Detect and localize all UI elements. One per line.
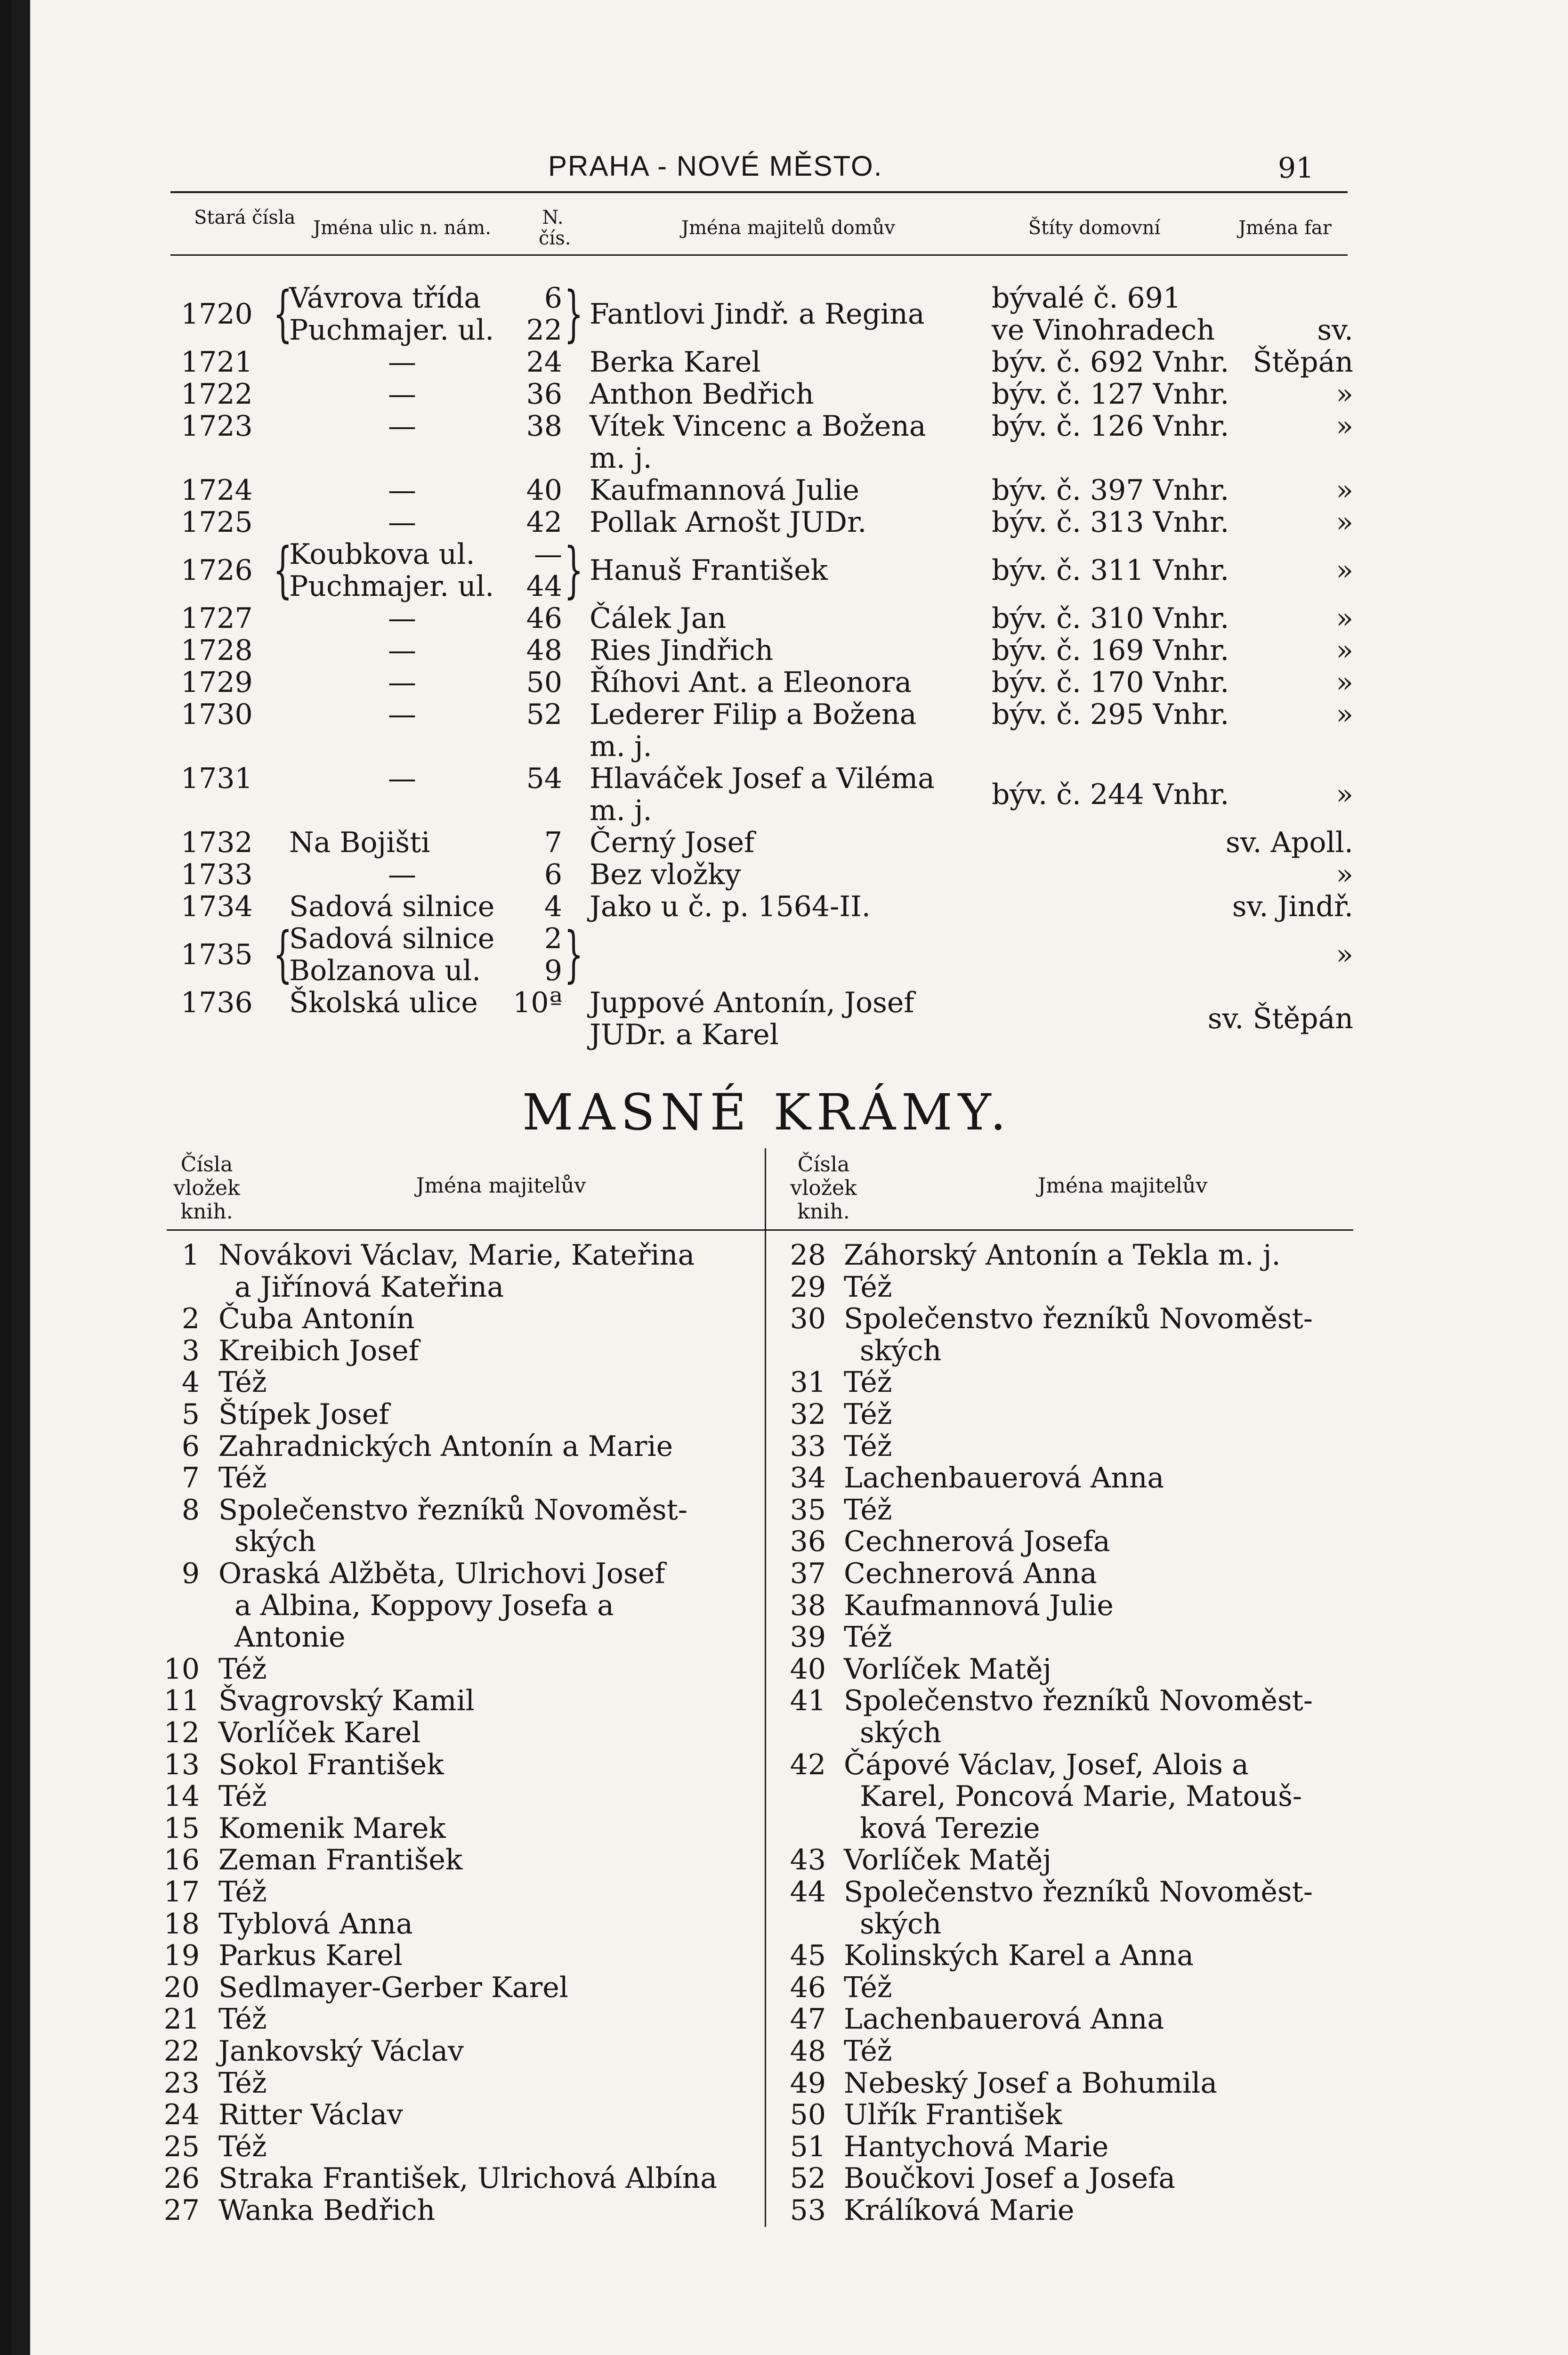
stall-owner: ských [860,1334,942,1367]
house-sign: býv. č. 126 Vnhr. [992,410,1229,443]
house-street: — [388,858,416,891]
house-sign: bývalé č. 691 [992,282,1181,315]
house-old-number: 1727 [181,602,253,635]
house-new-number: 44 [526,570,562,603]
house-old-number: 1729 [181,666,253,699]
house-street: — [388,762,416,795]
stall-owner: Tyblová Anna [218,1907,413,1941]
house-new-number: 42 [526,506,562,539]
stalls-owners-header-left: Jména majitelův [416,1174,586,1198]
stall-owner: Jankovský Václav [218,2035,464,2068]
stall-owner: Též [844,1429,892,1463]
stall-owner: Též [218,2003,267,2036]
stall-owner: Též [844,2035,892,2068]
house-owner: Černý Josef [590,826,755,859]
house-owner: JUDr. a Karel [590,1018,779,1051]
house-owner: Ries Jindřich [590,634,774,667]
stall-number: 28 [790,1239,826,1272]
house-street: — [388,474,416,507]
stall-owner: ských [234,1525,316,1559]
stall-owner: Wanka Bedřich [218,2194,436,2227]
stalls-header-rule [167,1229,1353,1231]
stall-owner: Též [218,1366,267,1399]
house-street: Sadová silnice [289,890,495,923]
street-brace: { [273,280,292,349]
house-street: — [388,506,416,539]
stall-owner: Zeman František [218,1843,463,1877]
stall-number: 16 [163,1843,200,1877]
house-street: Na Bojišti [289,826,430,859]
house-street: Sadová silnice [289,922,495,955]
house-new-number: 50 [526,666,562,699]
house-owner: Pollak Arnošt JUDr. [590,506,867,539]
house-new-number: — [534,538,562,571]
street-brace: { [273,536,292,606]
stall-number: 45 [790,1939,826,1973]
stall-owner: a Albina, Koppovy Josefa a [234,1589,614,1622]
house-parish: » [1336,778,1353,811]
stall-number: 17 [163,1876,200,1908]
col-parish: Jména far [1238,217,1332,239]
house-owner: Čálek Jan [590,602,727,635]
stall-owner: Cechnerová Anna [844,1557,1097,1590]
stalls-header-line: vložek [790,1176,857,1200]
section-title: MASNÉ KRÁMY. [522,1083,1012,1141]
stall-number: 8 [181,1493,200,1527]
stall-owner: Lachenbauerová Anna [844,2003,1164,2036]
house-new-number: 48 [526,634,562,667]
stall-owner: Též [844,1270,892,1304]
house-sign: býv. č. 692 Vnhr. [992,346,1229,379]
house-owner: Hanuš František [590,554,828,587]
house-new-number: 40 [526,474,562,507]
stall-owner: Též [844,1971,892,2004]
stall-number: 5 [181,1398,200,1431]
stall-number: 50 [790,2098,826,2132]
stall-number: 24 [163,2098,200,2132]
house-sign: býv. č. 295 Vnhr. [992,698,1229,731]
stall-owner: Vorlíček Karel [218,1716,421,1749]
stall-number: 38 [790,1589,826,1622]
house-parish: » [1336,858,1353,891]
stall-number: 46 [790,1971,826,2004]
stall-owner: Též [218,1462,267,1495]
stall-number: 7 [181,1462,200,1495]
stall-number: 33 [790,1429,826,1463]
stall-owner: Zahradnických Antonín a Marie [218,1429,673,1463]
house-old-number: 1728 [181,634,253,667]
house-old-number: 1725 [181,506,253,539]
house-owner: Hlaváček Josef a Viléma [590,762,935,795]
house-new-number: 36 [526,378,562,411]
stall-owner: a Jiřínová Kateřina [234,1270,504,1304]
number-brace: } [564,536,583,606]
house-new-number: 10ª [513,986,562,1019]
column-header-rule [170,254,1348,256]
house-new-number: 22 [526,314,562,347]
house-sign: býv. č. 169 Vnhr. [992,634,1229,667]
stall-owner: Sokol František [218,1748,444,1781]
house-street: Puchmajer. ul. [289,570,494,603]
stall-owner: Ulřík František [844,2098,1062,2132]
house-street: — [388,634,416,667]
house-street: Koubkova ul. [289,538,475,571]
stall-owner: Společenstvo řezníků Novoměst- [218,1493,688,1527]
stall-owner: Lachenbauerová Anna [844,1462,1164,1495]
stall-owner: Nebeský Josef a Bohumila [844,2066,1218,2100]
stall-number: 41 [790,1684,826,1718]
number-brace: } [564,280,583,349]
house-owner: Lederer Filip a Božena [590,698,917,731]
col-new-number: N. čís. [539,207,571,249]
stalls-header-line: vložek [173,1176,240,1200]
house-old-number: 1724 [181,474,253,507]
house-parish: » [1336,554,1353,587]
page-edge [11,0,30,2355]
stall-owner: ková Terezie [860,1811,1040,1845]
house-parish: » [1336,938,1353,971]
stalls-header-line: Čísla [797,1153,850,1177]
house-owner: Juppové Antonín, Josef [590,986,914,1019]
house-old-number: 1733 [181,858,253,891]
page-title: PRAHA - NOVÉ MĚSTO. [548,150,883,182]
house-old-number: 1732 [181,826,253,859]
stall-number: 32 [790,1398,826,1431]
house-old-number: 1731 [181,762,253,795]
stall-owner: Švagrovský Kamil [218,1684,475,1718]
stall-number: 25 [163,2130,200,2163]
house-parish: Štěpán [1253,346,1353,379]
house-new-number: 7 [544,826,562,859]
stall-owner: Cechnerová Josefa [844,1525,1110,1559]
stall-number: 52 [790,2162,826,2195]
house-owner: Kaufmannová Julie [590,474,859,507]
stall-owner: Ritter Václav [218,2098,403,2132]
stall-number: 29 [790,1270,826,1304]
house-old-number: 1734 [181,890,253,923]
stall-number: 21 [163,2003,200,2036]
house-owner: m. j. [590,794,652,827]
number-brace: } [564,920,583,990]
stall-owner: Kreibich Josef [218,1334,419,1367]
stall-number: 34 [790,1462,826,1495]
house-parish: » [1336,634,1353,667]
stall-number: 47 [790,2003,826,2036]
stall-owner: Též [844,1398,892,1431]
stall-number: 4 [181,1366,200,1399]
house-owner: m. j. [590,730,652,763]
page-number: 91 [1278,152,1314,185]
stall-number: 31 [790,1366,826,1399]
stall-owner: Též [218,1780,267,1813]
stall-owner: Komenik Marek [218,1811,446,1845]
house-owner: Berka Karel [590,346,761,379]
stall-number: 10 [163,1652,200,1686]
stall-number: 48 [790,2035,826,2068]
house-parish: sv. [1317,314,1353,347]
stall-owner: Vorlíček Matěj [844,1843,1051,1877]
page [11,0,1568,2355]
stall-number: 1 [181,1239,200,1272]
house-new-number: 46 [526,602,562,635]
house-new-number: 6 [544,858,562,891]
stalls-header-line: knih. [797,1200,850,1224]
house-street: Bolzanova ul. [289,954,481,987]
house-old-number: 1736 [181,986,253,1019]
stall-number: 3 [181,1334,200,1367]
stalls-number-header-left [167,1153,247,1224]
house-sign: býv. č. 397 Vnhr. [992,474,1229,507]
stalls-header-line: knih. [180,1200,233,1224]
stall-owner: Záhorský Antonín a Tekla m. j. [844,1239,1281,1272]
stall-number: 13 [163,1748,200,1781]
col-street: Jména ulic n. nám. [313,217,491,239]
house-owner: Vítek Vincenc a Božena [590,410,926,443]
stall-number: 30 [790,1302,826,1336]
stall-owner: Též [218,2130,267,2163]
house-new-number: 4 [544,890,562,923]
house-street: — [388,666,416,699]
stall-number: 27 [163,2194,200,2227]
house-new-number: 2 [544,922,562,955]
house-old-number: 1723 [181,410,253,443]
house-sign: býv. č. 244 Vnhr. [992,778,1229,811]
house-sign: býv. č. 311 Vnhr. [992,554,1229,587]
stall-owner: Kolinských Karel a Anna [844,1939,1194,1973]
stall-number: 37 [790,1557,826,1590]
house-owner: Anthon Bedřich [590,378,814,411]
stall-owner: Též [844,1366,892,1399]
stall-number: 49 [790,2066,826,2100]
house-parish: » [1336,378,1353,411]
stall-owner: Straka František, Ulrichová Albína [218,2162,717,2195]
house-sign: ve Vinohradech [992,314,1215,347]
header-rule [170,191,1348,193]
house-parish: » [1336,698,1353,731]
col-old-number: Stará čísla [194,207,296,228]
house-sign: býv. č. 170 Vnhr. [992,666,1229,699]
stall-number: 39 [790,1621,826,1654]
house-new-number: 38 [526,410,562,443]
stall-owner: Oraská Alžběta, Ulrichovi Josef [218,1557,665,1590]
stall-number: 12 [163,1716,200,1749]
house-owner: Bez vložky [590,858,741,891]
house-parish: » [1336,602,1353,635]
stall-owner: ských [860,1907,942,1941]
stall-number: 14 [163,1780,200,1813]
stall-owner: Karel, Poncová Marie, Matouš- [860,1780,1302,1813]
house-old-number: 1735 [181,938,253,971]
house-street: Vávrova třída [289,282,481,315]
stall-number: 44 [790,1876,826,1908]
house-parish: » [1336,474,1353,507]
house-parish: » [1336,506,1353,539]
stall-owner: Sedlmayer-Gerber Karel [218,1971,568,2004]
stall-owner: Též [844,1493,892,1527]
stall-owner: Parkus Karel [218,1939,403,1973]
stall-number: 6 [181,1429,200,1463]
house-street: Školská ulice [289,986,478,1019]
stall-owner: Společenstvo řezníků Novoměst- [844,1684,1313,1718]
house-old-number: 1726 [181,554,253,587]
stall-number: 40 [790,1652,826,1686]
stall-number: 20 [163,1971,200,2004]
house-old-number: 1722 [181,378,253,411]
stall-owner: Boučkovi Josef a Josefa [844,2162,1176,2195]
house-parish: » [1336,666,1353,699]
stall-number: 53 [790,2194,826,2227]
stall-owner: ských [860,1716,942,1749]
stall-owner: Vorlíček Matěj [844,1652,1051,1686]
house-sign: býv. č. 313 Vnhr. [992,506,1229,539]
stall-number: 2 [181,1302,200,1336]
stall-number: 43 [790,1843,826,1877]
stall-number: 42 [790,1748,826,1781]
stalls-owners-header-right: Jména majitelův [1037,1174,1208,1198]
stall-number: 18 [163,1907,200,1941]
house-parish: sv. Jindř. [1232,890,1353,923]
house-new-number: 9 [544,954,562,987]
stall-number: 11 [163,1684,200,1718]
house-street: — [388,410,416,443]
street-brace: { [273,920,292,990]
house-old-number: 1721 [181,346,253,379]
house-owner: Jako u č. p. 1564-II. [590,890,871,923]
house-street: Puchmajer. ul. [289,314,494,347]
stall-owner: Též [844,1621,892,1654]
house-owner: Říhovi Ant. a Eleonora [590,666,912,699]
stall-owner: Též [218,1652,267,1686]
stall-number: 15 [163,1811,200,1845]
stall-number: 22 [163,2035,200,2068]
house-street: — [388,602,416,635]
house-old-number: 1720 [181,298,253,331]
stall-owner: Antonie [234,1621,346,1654]
stall-number: 36 [790,1525,826,1559]
stalls-number-header-right [784,1153,864,1224]
house-new-number: 54 [526,762,562,795]
stall-owner: Hantychová Marie [844,2130,1109,2163]
house-sign: býv. č. 310 Vnhr. [992,602,1229,635]
house-sign: býv. č. 127 Vnhr. [992,378,1229,411]
house-street: — [388,378,416,411]
house-parish: sv. Apoll. [1225,826,1353,859]
stall-owner: Novákovi Václav, Marie, Kateřina [218,1239,695,1272]
stall-owner: Čuba Antonín [218,1302,415,1336]
house-parish: sv. Štěpán [1207,1002,1353,1035]
house-owner: Fantlovi Jindř. a Regina [590,298,925,331]
stall-owner: Též [218,2066,267,2100]
stall-owner: Společenstvo řezníků Novoměst- [844,1876,1313,1908]
col-signs: Štíty domovní [1028,217,1161,239]
house-owner: m. j. [590,442,652,475]
stall-owner: Též [218,1876,267,1908]
house-old-number: 1730 [181,698,253,731]
house-new-number: 6 [544,282,562,315]
house-new-number: 24 [526,346,562,379]
stall-number: 26 [163,2162,200,2195]
stalls-header-line: Čísla [180,1153,233,1177]
stall-owner: Kaufmannová Julie [844,1589,1114,1622]
house-street: — [388,346,416,379]
house-new-number: 52 [526,698,562,731]
stalls-column-divider [765,1148,766,2227]
stall-number: 19 [163,1939,200,1973]
stall-number: 35 [790,1493,826,1527]
stall-owner: Čápové Václav, Josef, Alois a [844,1748,1249,1781]
stall-number: 51 [790,2130,826,2163]
stall-owner: Štípek Josef [218,1398,389,1431]
stall-number: 23 [163,2066,200,2100]
house-parish: » [1336,410,1353,443]
stall-owner: Společenstvo řezníků Novoměst- [844,1302,1313,1336]
col-owners: Jména majitelů domův [681,217,895,239]
stall-number: 9 [181,1557,200,1590]
house-street: — [388,698,416,731]
stall-owner: Králíková Marie [844,2194,1075,2227]
